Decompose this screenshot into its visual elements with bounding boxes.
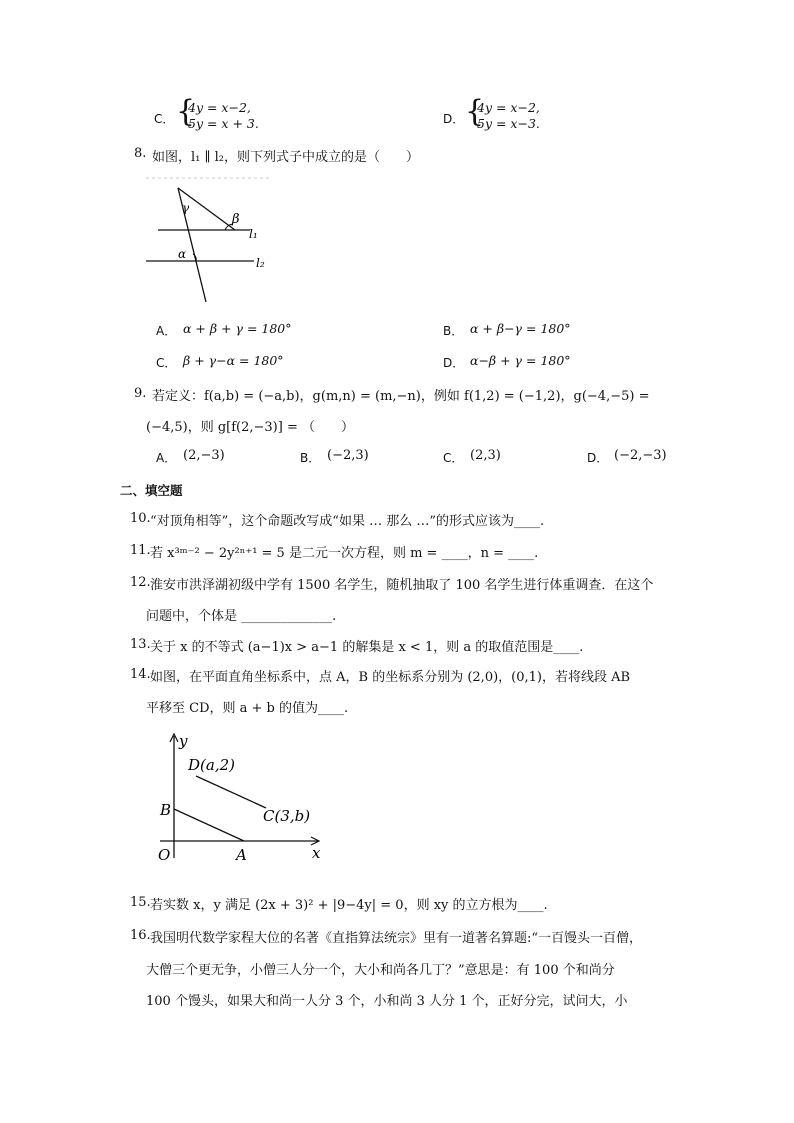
q8-option-a-label: A． <box>156 324 177 338</box>
q12-line2: 问题中，个体是 ______________. <box>146 609 337 624</box>
q14-line1: 如图，在平面直角坐标系中，点 A，B 的坐标系分别为 (2,0)，(0,1)，若将线段 AB <box>150 670 631 685</box>
q14-segment-cd <box>196 776 266 808</box>
q8-text: 如图，l₁ ∥ l₂，则下列式子中成立的是（ ） <box>152 150 420 165</box>
q12-number: 12. <box>130 575 151 590</box>
q14-label-b: B <box>160 801 172 819</box>
q16-number: 16. <box>130 928 151 943</box>
q14-label-x: x <box>312 844 321 862</box>
option-d-eq1: 4y = x−2, <box>477 100 540 115</box>
q14-label-origin: O <box>158 846 171 864</box>
q13-number: 13. <box>130 637 151 652</box>
q15-number: 15. <box>130 895 151 910</box>
q9-option-d-label: D． <box>587 451 609 465</box>
q8-number: 8. <box>134 146 147 161</box>
option-c-eq2: 5y = x + 3. <box>188 116 259 131</box>
q8-option-c-label: C． <box>156 356 177 370</box>
q14-figure <box>150 730 335 870</box>
q8-figure <box>140 172 280 307</box>
q8-label-l2: l₂ <box>256 256 265 270</box>
q8-option-a-text: α + β + γ = 180° <box>183 321 292 336</box>
q14-number: 14. <box>130 667 151 682</box>
q10-number: 10. <box>130 511 151 526</box>
q9-option-b-label: B． <box>300 451 321 465</box>
q8-label-alpha: α <box>178 247 187 261</box>
q14-label-d: D(a,2) <box>188 756 235 774</box>
q9-option-b-text: (−2,3) <box>327 448 369 463</box>
q9-number: 9. <box>134 386 147 401</box>
q8-option-b-text: α + β−γ = 180° <box>470 321 571 336</box>
q16-line1: 我国明代数学家程大位的名著《直指算法统宗》里有一道著名算题:“一百馒头一百僧， <box>150 931 643 946</box>
q9-option-c-text: (2,3) <box>470 448 501 463</box>
q14-line2: 平移至 CD，则 a + b 的值为____. <box>146 701 349 716</box>
option-c-label: C． <box>154 112 175 126</box>
brace-c: { <box>176 94 196 129</box>
q8-label-beta: β <box>232 212 240 227</box>
q8-label-gamma: γ <box>182 201 190 215</box>
q11-text: 若 x³ᵐ⁻² − 2y²ⁿ⁺¹ = 5 是二元一次方程，则 m = ____，n = ____. <box>150 546 539 561</box>
q9-line1: 若定义：f(a,b) = (−a,b)，g(m,n) = (m,−n)，例如 f(1,2) = (−1,2)，g(−4,−5) = <box>152 389 650 404</box>
brace-d: { <box>465 94 485 129</box>
q11-number: 11. <box>130 543 151 558</box>
q14-label-y: y <box>179 732 188 750</box>
q9-option-a-label: A． <box>156 451 177 465</box>
q8-option-d-text: α−β + γ = 180° <box>470 353 571 368</box>
q9-option-d-text: (−2,−3) <box>614 448 667 463</box>
section-title-fill-in: 二、填空题 <box>120 483 183 498</box>
option-d-eq2: 5y = x−3. <box>477 116 540 131</box>
q14-segment-ab <box>174 809 244 841</box>
q15-text: 若实数 x，y 满足 (2x + 3)² + |9−4y| = 0，则 xy 的立方根为____. <box>150 898 548 913</box>
q14-label-c: C(3,b) <box>263 807 311 825</box>
q14-label-a: A <box>236 846 247 864</box>
q8-option-d-label: D． <box>443 356 465 370</box>
q8-label-l1: l₁ <box>249 227 258 241</box>
q9-option-c-label: C． <box>443 451 464 465</box>
q9-option-a-text: (2,−3) <box>183 448 225 463</box>
q13-text: 关于 x 的不等式 (a−1)x > a−1 的解集是 x < 1，则 a 的取值范围是____. <box>150 640 584 655</box>
q9-line2: (−4,5)，则 g[f(2,−3)] = （ ） <box>146 420 354 435</box>
q16-line2: 大僧三个更无争，小僧三人分一个，大小和尚各几丁？”意思是：有 100 个和尚分 <box>146 963 615 978</box>
q16-line3: 100 个馒头，如果大和尚一人分 3 个，小和尚 3 人分 1 个，正好分完，试问大，小 <box>146 994 628 1009</box>
option-d-label: D． <box>443 112 465 126</box>
option-c-eq1: 4y = x−2, <box>188 100 251 115</box>
q8-option-b-label: B． <box>443 324 464 338</box>
q12-line1: 淮安市洪泽湖初级中学有 1500 名学生，随机抽取了 100 名学生进行体重调查．在这个 <box>150 578 654 593</box>
q10-text: “对顶角相等”，这个命题改写成“如果 … 那么 …”的形式应该为____. <box>150 514 545 529</box>
q8-option-c-text: β + γ−α = 180° <box>183 353 284 368</box>
